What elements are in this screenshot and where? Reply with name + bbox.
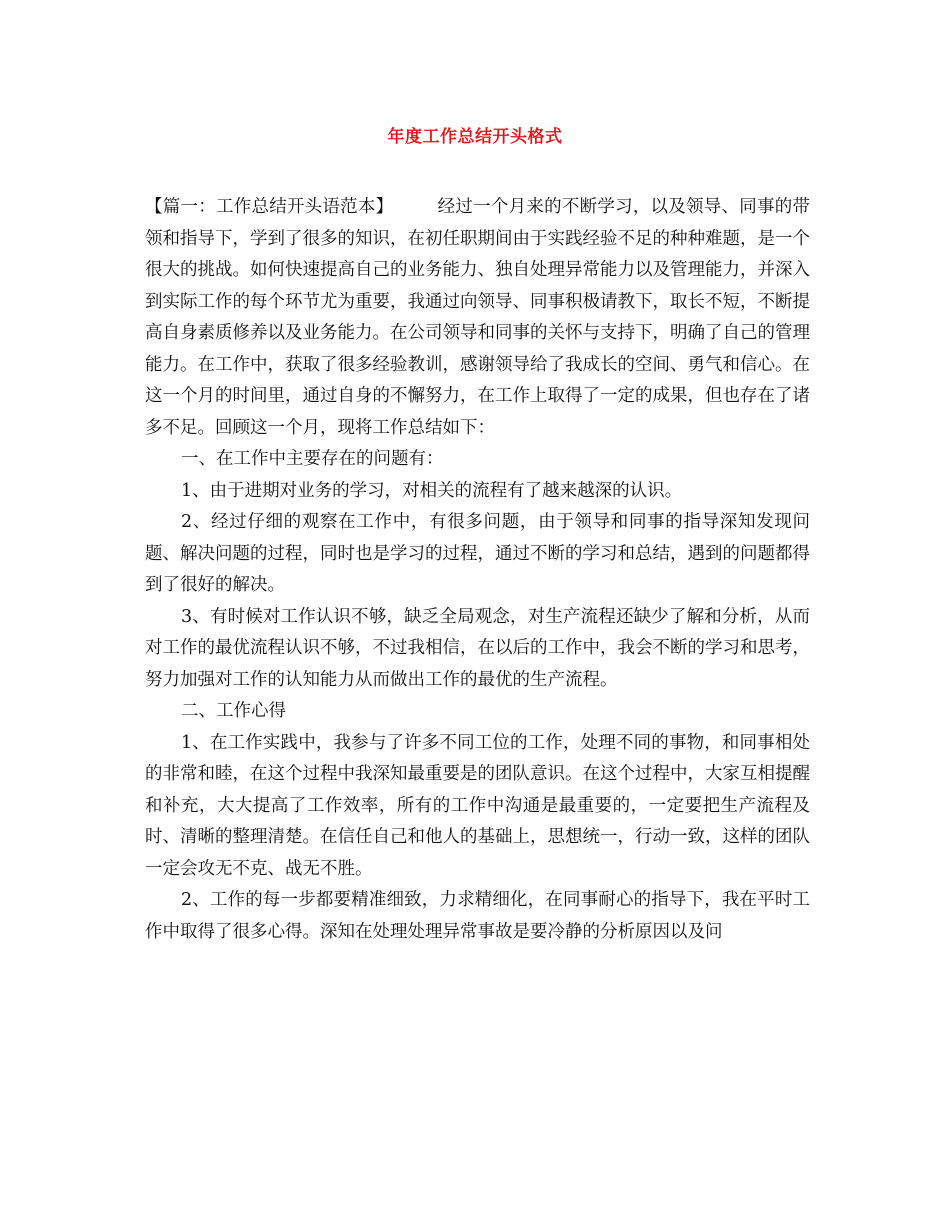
section-heading: 【篇一：工作总结开头语范本】 <box>145 197 394 217</box>
paragraph: 2、经过仔细的观察在工作中，有很多问题，由于领导和同事的指导深知发现问题、解决问题的过程，同时也是学习的过程，通过不断的学习和总结，遇到的问题都得到了很好的解决。 <box>145 512 810 595</box>
paragraph-intro <box>145 192 810 444</box>
paragraph: 一、在工作中主要存在的问题有： <box>181 449 444 469</box>
document-body <box>145 192 810 948</box>
paragraph-text: 经过一个月来的不断学习，以及领导、同事的带领和指导下，学到了很多的知识，在初任职期间由于实践经验不足的种种难题，是一个很大的挑战。如何快速提高自己的业务能力、独自处理异常能力以及管理能力，并深入到实际工作的每个环节尤为重要，我通过向领导、同事积极请教下，取长不短，不断提高自身素质修养以及业务能力。在公司领导和同事的关怀与支持下，明确了自己的管理能力。在工作中，获取了很多经验教训，感谢领导给了我成长的空间、勇气和信心。在这一个月的时间里，通过自身的不懈努力，在工作上取得了一定的成果，但也存在了诸多不足。回顾这一个月，现将工作总结如下： <box>145 197 811 438</box>
paragraph: 二、工作心得 <box>181 701 286 721</box>
document-title: 年度工作总结开头格式 <box>387 127 563 147</box>
paragraph: 2、工作的每一步都要精准细致，力求精细化，在同事耐心的指导下，我在平时工作中取得了很多心得。深知在处理处理异常事故是要冷静的分析原因以及问 <box>145 890 810 942</box>
paragraph: 3、有时候对工作认识不够，缺乏全局观念，对生产流程还缺少了解和分析，从而对工作的最优流程认识不够，不过我相信，在以后的工作中，我会不断的学习和思考，努力加强对工作的认知能力从而做出工作的最优的生产流程。 <box>145 606 810 690</box>
paragraph: 1、在工作实践中，我参与了许多不同工位的工作，处理不同的事物，和同事相处的非常和睦，在这个过程中我深知最重要是的团队意识。在这个过程中，大家互相提醒和补充，大大提高了工作效率，所有的工作中沟通是最重要的，一定要把生产流程及时、清晰的整理清楚。在信任自己和他人的基础上，思想统一，行动一致，这样的团队一定会攻无不克、战无不胜。 <box>145 732 810 879</box>
paragraph: 1、由于进期对业务的学习，对相关的流程有了越来越深的认识。 <box>181 480 683 501</box>
